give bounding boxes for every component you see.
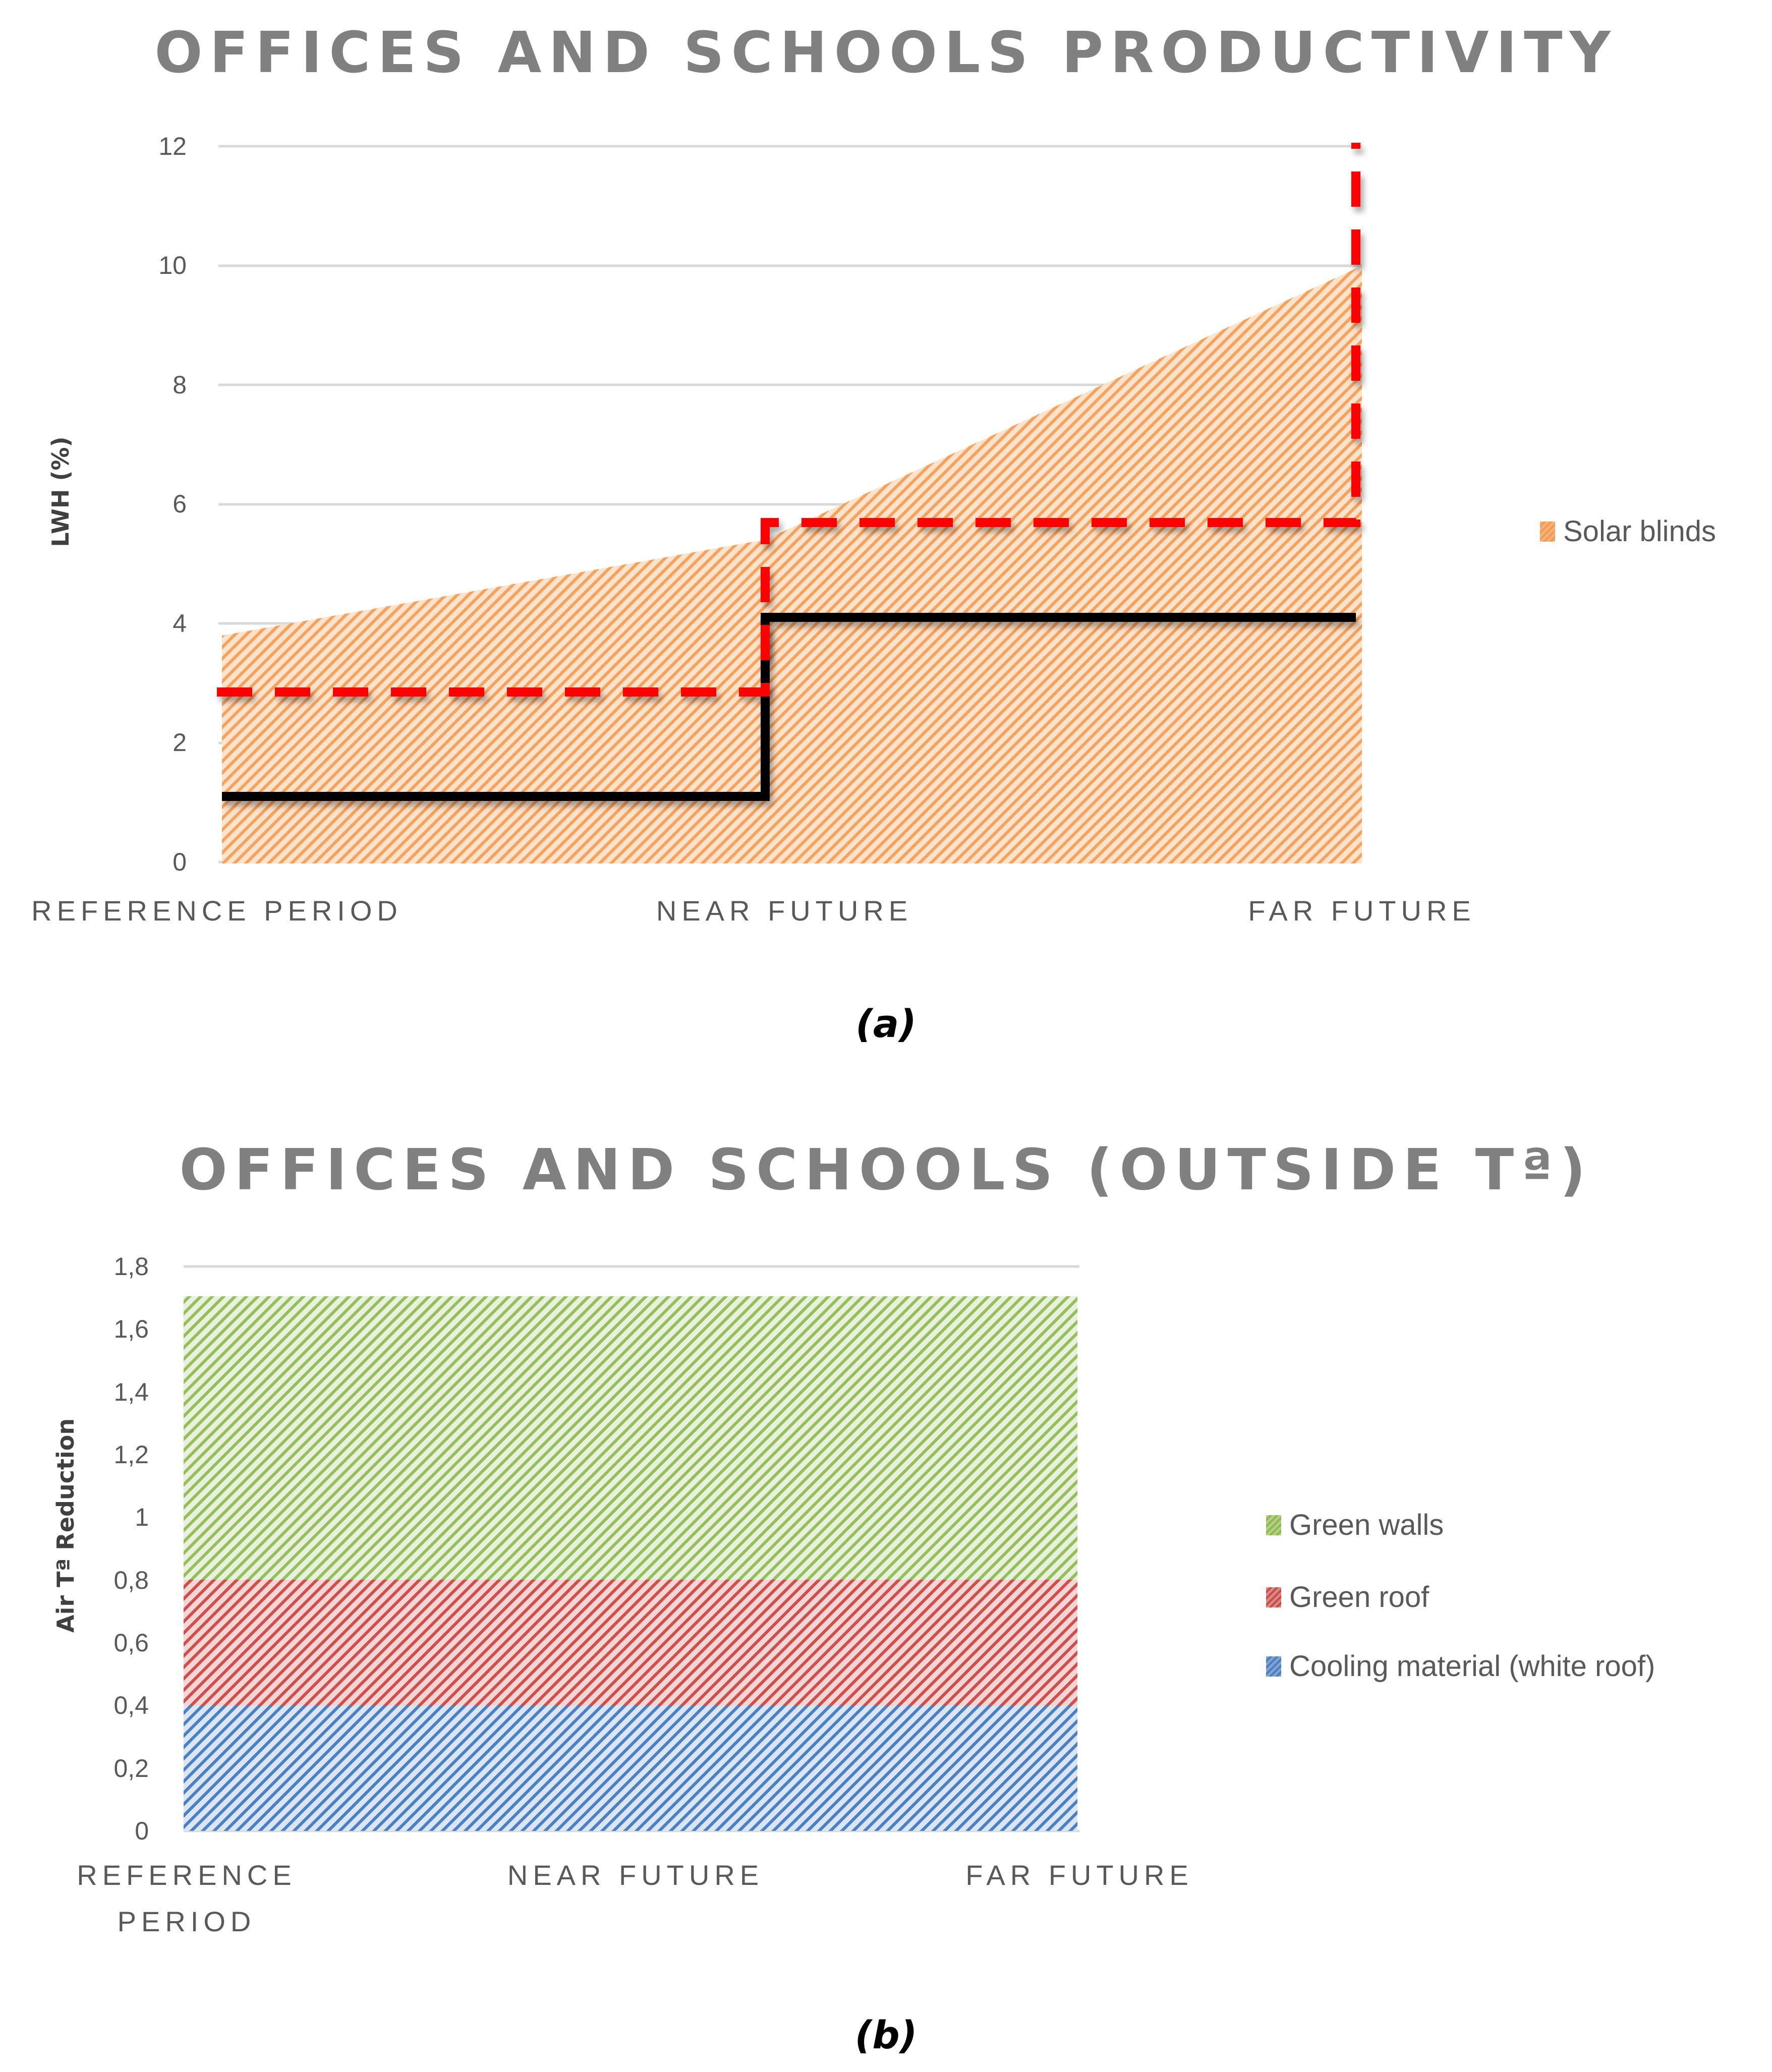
chart-a-y-axis-label: LWH (%): [47, 436, 74, 547]
y-tick: 1,2: [113, 1441, 149, 1469]
x-tick: REFERENCE PERIOD: [31, 895, 403, 927]
green-roof-area: [184, 1580, 1077, 1706]
legend-item-green-walls: [1266, 1508, 1444, 1542]
y-tick: 0: [135, 1817, 149, 1845]
y-tick: 1,8: [113, 1252, 149, 1281]
legend-label: Green walls: [1289, 1509, 1444, 1541]
caption-b: (b): [854, 2012, 918, 2057]
y-tick: 0,6: [113, 1629, 149, 1657]
green-walls-area: [184, 1296, 1077, 1580]
caption-a: (a): [855, 1001, 917, 1046]
x-tick: FAR FUTURE: [1248, 895, 1476, 927]
y-tick: 12: [158, 132, 187, 160]
y-tick: 0,2: [113, 1754, 149, 1782]
x-tick: NEAR FUTURE: [656, 895, 913, 927]
y-tick: 1,6: [113, 1315, 149, 1343]
chart-b-y-axis-label: Air Tª Reduction: [52, 1418, 79, 1633]
x-tick: NEAR FUTURE: [507, 1859, 764, 1891]
chart-b-title: OFFICES AND SCHOOLS (OUTSIDE Tª): [179, 1137, 1593, 1203]
legend-swatch-icon: [1266, 1587, 1281, 1607]
y-tick: 2: [173, 728, 187, 757]
legend-swatch-icon: [1266, 1656, 1281, 1677]
legend-label: Green roof: [1289, 1581, 1430, 1614]
legend-label: Cooling material (white roof): [1289, 1650, 1655, 1683]
legend-label: Solar blinds: [1563, 515, 1717, 548]
y-tick: 6: [173, 490, 187, 518]
y-tick: 10: [158, 251, 187, 279]
legend-item-cooling-material: [1266, 1649, 1655, 1683]
y-tick: 0,4: [113, 1691, 149, 1719]
y-tick: 1: [135, 1503, 149, 1531]
y-tick: 0,8: [113, 1566, 149, 1594]
legend-swatch-icon: [1266, 1515, 1281, 1535]
x-tick: REFERENCE PERIOD: [77, 1859, 297, 1937]
chart-a-title: OFFICES AND SCHOOLS PRODUCTIVITY: [154, 20, 1618, 86]
x-tick: FAR FUTURE: [965, 1859, 1193, 1891]
y-tick: 1,4: [113, 1378, 149, 1406]
legend-item-green-roof: [1266, 1580, 1429, 1614]
y-tick: 4: [173, 609, 187, 638]
y-tick: 8: [173, 371, 187, 399]
y-tick: 0: [173, 848, 187, 876]
cooling-material-area: [184, 1706, 1077, 1831]
